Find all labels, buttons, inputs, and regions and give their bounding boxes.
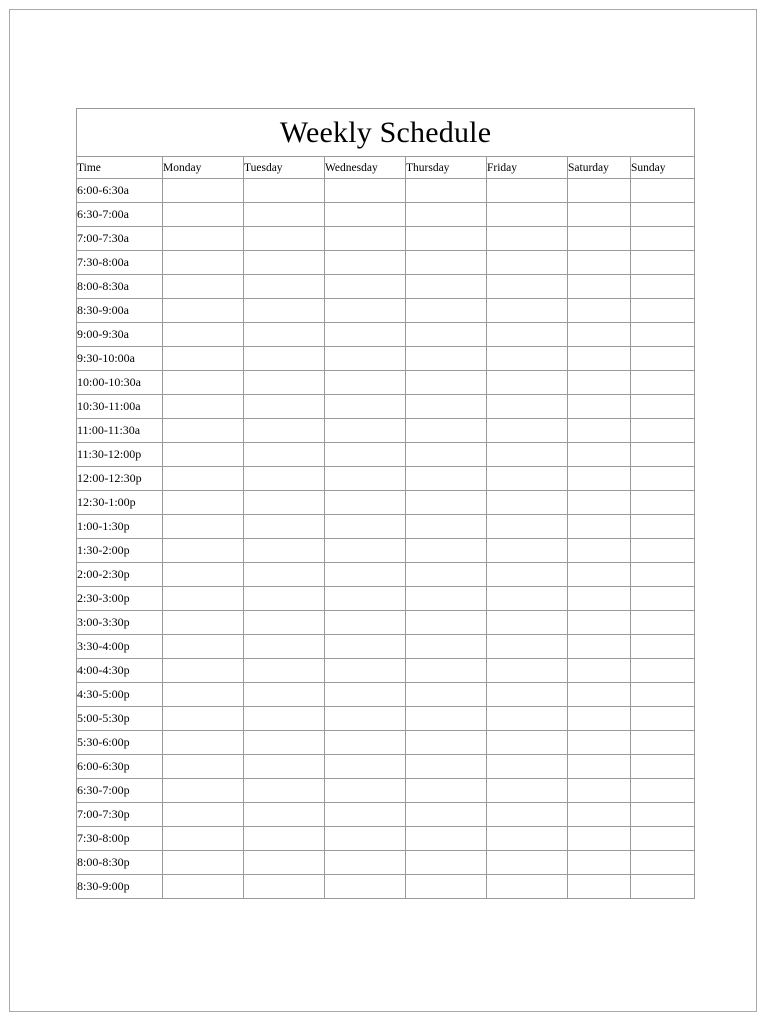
schedule-slot-thursday[interactable] xyxy=(406,251,487,275)
schedule-slot-thursday[interactable] xyxy=(406,203,487,227)
table-row xyxy=(77,371,695,395)
schedule-slot-tuesday[interactable] xyxy=(244,467,325,491)
schedule-slot-monday[interactable] xyxy=(163,299,244,323)
schedule-slot-friday[interactable] xyxy=(487,587,568,611)
schedule-slot-monday[interactable] xyxy=(163,323,244,347)
schedule-slot-friday[interactable] xyxy=(487,827,568,851)
time-slot-label: 2:00-2:30p xyxy=(77,563,163,587)
column-header-sunday: Sunday xyxy=(631,157,695,179)
table-row xyxy=(77,443,695,467)
schedule-slot-sunday[interactable] xyxy=(631,179,695,203)
schedule-slot-friday[interactable] xyxy=(487,611,568,635)
schedule-slot-saturday[interactable] xyxy=(568,755,631,779)
time-slot-label: 4:00-4:30p xyxy=(77,659,163,683)
schedule-slot-monday[interactable] xyxy=(163,347,244,371)
schedule-slot-monday[interactable] xyxy=(163,227,244,251)
schedule-slot-thursday[interactable] xyxy=(406,731,487,755)
table-row xyxy=(77,683,695,707)
schedule-slot-thursday[interactable] xyxy=(406,443,487,467)
time-slot-label: 11:00-11:30a xyxy=(77,419,163,443)
table-row xyxy=(77,563,695,587)
column-header-thursday: Thursday xyxy=(406,157,487,179)
schedule-slot-tuesday[interactable] xyxy=(244,635,325,659)
schedule-slot-wednesday[interactable] xyxy=(325,587,406,611)
table-row xyxy=(77,587,695,611)
schedule-slot-saturday[interactable] xyxy=(568,395,631,419)
table-row xyxy=(77,731,695,755)
schedule-slot-monday[interactable] xyxy=(163,755,244,779)
weekly-schedule-table xyxy=(76,108,695,899)
schedule-slot-tuesday[interactable] xyxy=(244,563,325,587)
schedule-slot-sunday[interactable] xyxy=(631,635,695,659)
schedule-slot-wednesday[interactable] xyxy=(325,755,406,779)
schedule-slot-thursday[interactable] xyxy=(406,563,487,587)
time-slot-label: 12:00-12:30p xyxy=(77,467,163,491)
schedule-slot-tuesday[interactable] xyxy=(244,395,325,419)
schedule-slot-sunday[interactable] xyxy=(631,203,695,227)
table-row xyxy=(77,539,695,563)
schedule-slot-wednesday[interactable] xyxy=(325,707,406,731)
schedule-slot-tuesday[interactable] xyxy=(244,611,325,635)
column-header-tuesday: Tuesday xyxy=(244,157,325,179)
schedule-slot-sunday[interactable] xyxy=(631,419,695,443)
schedule-slot-saturday[interactable] xyxy=(568,779,631,803)
table-row xyxy=(77,323,695,347)
schedule-slot-wednesday[interactable] xyxy=(325,539,406,563)
schedule-slot-saturday[interactable] xyxy=(568,251,631,275)
schedule-slot-sunday[interactable] xyxy=(631,611,695,635)
schedule-slot-thursday[interactable] xyxy=(406,371,487,395)
schedule-slot-thursday[interactable] xyxy=(406,515,487,539)
schedule-slot-sunday[interactable] xyxy=(631,443,695,467)
schedule-slot-sunday[interactable] xyxy=(631,875,695,899)
schedule-slot-saturday[interactable] xyxy=(568,587,631,611)
schedule-slot-thursday[interactable] xyxy=(406,227,487,251)
time-slot-label: 4:30-5:00p xyxy=(77,683,163,707)
schedule-slot-thursday[interactable] xyxy=(406,779,487,803)
schedule-slot-tuesday[interactable] xyxy=(244,419,325,443)
schedule-slot-wednesday[interactable] xyxy=(325,419,406,443)
table-row xyxy=(77,395,695,419)
schedule-slot-saturday[interactable] xyxy=(568,731,631,755)
schedule-slot-wednesday[interactable] xyxy=(325,515,406,539)
page-sheet xyxy=(9,9,757,1012)
schedule-slot-thursday[interactable] xyxy=(406,539,487,563)
schedule-slot-saturday[interactable] xyxy=(568,443,631,467)
schedule-slot-sunday[interactable] xyxy=(631,491,695,515)
schedule-slot-friday[interactable] xyxy=(487,467,568,491)
schedule-slot-wednesday[interactable] xyxy=(325,347,406,371)
table-row xyxy=(77,803,695,827)
schedule-slot-tuesday[interactable] xyxy=(244,299,325,323)
schedule-slot-saturday[interactable] xyxy=(568,635,631,659)
schedule-slot-saturday[interactable] xyxy=(568,851,631,875)
schedule-slot-monday[interactable] xyxy=(163,179,244,203)
schedule-slot-wednesday[interactable] xyxy=(325,203,406,227)
table-row xyxy=(77,227,695,251)
time-slot-label: 7:00-7:30p xyxy=(77,803,163,827)
time-slot-label: 3:00-3:30p xyxy=(77,611,163,635)
schedule-slot-thursday[interactable] xyxy=(406,491,487,515)
document-title: Weekly Schedule xyxy=(77,109,695,157)
table-body xyxy=(77,179,695,899)
schedule-slot-sunday[interactable] xyxy=(631,299,695,323)
column-header-friday: Friday xyxy=(487,157,568,179)
schedule-slot-thursday[interactable] xyxy=(406,827,487,851)
schedule-slot-thursday[interactable] xyxy=(406,419,487,443)
time-slot-label: 11:30-12:00p xyxy=(77,443,163,467)
schedule-slot-wednesday[interactable] xyxy=(325,611,406,635)
schedule-slot-friday[interactable] xyxy=(487,875,568,899)
schedule-slot-thursday[interactable] xyxy=(406,179,487,203)
schedule-slot-monday[interactable] xyxy=(163,443,244,467)
schedule-slot-friday[interactable] xyxy=(487,803,568,827)
schedule-slot-saturday[interactable] xyxy=(568,875,631,899)
schedule-slot-saturday[interactable] xyxy=(568,491,631,515)
schedule-slot-saturday[interactable] xyxy=(568,611,631,635)
schedule-slot-friday[interactable] xyxy=(487,395,568,419)
schedule-slot-friday[interactable] xyxy=(487,251,568,275)
schedule-slot-saturday[interactable] xyxy=(568,539,631,563)
table-row xyxy=(77,755,695,779)
schedule-slot-monday[interactable] xyxy=(163,275,244,299)
schedule-slot-monday[interactable] xyxy=(163,659,244,683)
schedule-slot-tuesday[interactable] xyxy=(244,491,325,515)
column-header-wednesday: Wednesday xyxy=(325,157,406,179)
schedule-slot-friday[interactable] xyxy=(487,539,568,563)
schedule-slot-tuesday[interactable] xyxy=(244,659,325,683)
time-slot-label: 10:00-10:30a xyxy=(77,371,163,395)
schedule-slot-sunday[interactable] xyxy=(631,251,695,275)
schedule-slot-monday[interactable] xyxy=(163,731,244,755)
schedule-slot-tuesday[interactable] xyxy=(244,875,325,899)
schedule-slot-sunday[interactable] xyxy=(631,323,695,347)
time-slot-label: 12:30-1:00p xyxy=(77,491,163,515)
schedule-slot-thursday[interactable] xyxy=(406,707,487,731)
schedule-slot-monday[interactable] xyxy=(163,707,244,731)
schedule-slot-thursday[interactable] xyxy=(406,323,487,347)
schedule-slot-friday[interactable] xyxy=(487,299,568,323)
schedule-slot-friday[interactable] xyxy=(487,275,568,299)
schedule-slot-wednesday[interactable] xyxy=(325,275,406,299)
schedule-slot-saturday[interactable] xyxy=(568,803,631,827)
schedule-slot-wednesday[interactable] xyxy=(325,395,406,419)
schedule-slot-saturday[interactable] xyxy=(568,563,631,587)
schedule-slot-tuesday[interactable] xyxy=(244,803,325,827)
schedule-slot-tuesday[interactable] xyxy=(244,251,325,275)
schedule-slot-friday[interactable] xyxy=(487,779,568,803)
schedule-slot-friday[interactable] xyxy=(487,347,568,371)
schedule-slot-monday[interactable] xyxy=(163,467,244,491)
schedule-slot-saturday[interactable] xyxy=(568,203,631,227)
schedule-slot-wednesday[interactable] xyxy=(325,731,406,755)
schedule-slot-saturday[interactable] xyxy=(568,467,631,491)
schedule-slot-wednesday[interactable] xyxy=(325,467,406,491)
schedule-slot-saturday[interactable] xyxy=(568,347,631,371)
time-slot-label: 9:00-9:30a xyxy=(77,323,163,347)
table-row xyxy=(77,851,695,875)
schedule-slot-tuesday[interactable] xyxy=(244,347,325,371)
schedule-slot-saturday[interactable] xyxy=(568,371,631,395)
schedule-slot-saturday[interactable] xyxy=(568,419,631,443)
schedule-slot-monday[interactable] xyxy=(163,803,244,827)
schedule-slot-thursday[interactable] xyxy=(406,611,487,635)
schedule-slot-thursday[interactable] xyxy=(406,587,487,611)
schedule-slot-wednesday[interactable] xyxy=(325,851,406,875)
schedule-slot-sunday[interactable] xyxy=(631,707,695,731)
schedule-slot-friday[interactable] xyxy=(487,683,568,707)
time-slot-label: 7:30-8:00a xyxy=(77,251,163,275)
table-row xyxy=(77,419,695,443)
schedule-slot-monday[interactable] xyxy=(163,515,244,539)
schedule-slot-saturday[interactable] xyxy=(568,323,631,347)
schedule-slot-monday[interactable] xyxy=(163,203,244,227)
table-row xyxy=(77,467,695,491)
schedule-slot-saturday[interactable] xyxy=(568,827,631,851)
schedule-slot-sunday[interactable] xyxy=(631,731,695,755)
schedule-slot-sunday[interactable] xyxy=(631,515,695,539)
schedule-slot-wednesday[interactable] xyxy=(325,227,406,251)
schedule-slot-tuesday[interactable] xyxy=(244,443,325,467)
table-head xyxy=(77,109,695,179)
table-row xyxy=(77,299,695,323)
time-slot-label: 9:30-10:00a xyxy=(77,347,163,371)
schedule-slot-monday[interactable] xyxy=(163,827,244,851)
schedule-slot-thursday[interactable] xyxy=(406,659,487,683)
schedule-slot-monday[interactable] xyxy=(163,563,244,587)
schedule-slot-sunday[interactable] xyxy=(631,755,695,779)
schedule-slot-wednesday[interactable] xyxy=(325,779,406,803)
schedule-slot-monday[interactable] xyxy=(163,251,244,275)
schedule-slot-monday[interactable] xyxy=(163,587,244,611)
schedule-slot-monday[interactable] xyxy=(163,491,244,515)
table-row xyxy=(77,251,695,275)
schedule-slot-wednesday[interactable] xyxy=(325,491,406,515)
schedule-slot-thursday[interactable] xyxy=(406,395,487,419)
schedule-slot-wednesday[interactable] xyxy=(325,659,406,683)
schedule-slot-monday[interactable] xyxy=(163,395,244,419)
schedule-slot-friday[interactable] xyxy=(487,443,568,467)
schedule-slot-friday[interactable] xyxy=(487,515,568,539)
schedule-slot-wednesday[interactable] xyxy=(325,803,406,827)
schedule-slot-sunday[interactable] xyxy=(631,779,695,803)
table-row xyxy=(77,347,695,371)
time-slot-label: 7:30-8:00p xyxy=(77,827,163,851)
time-slot-label: 6:00-6:30p xyxy=(77,755,163,779)
schedule-slot-saturday[interactable] xyxy=(568,179,631,203)
time-slot-label: 2:30-3:00p xyxy=(77,587,163,611)
schedule-slot-monday[interactable] xyxy=(163,851,244,875)
time-slot-label: 1:30-2:00p xyxy=(77,539,163,563)
schedule-slot-wednesday[interactable] xyxy=(325,323,406,347)
schedule-slot-sunday[interactable] xyxy=(631,827,695,851)
time-slot-label: 8:30-9:00p xyxy=(77,875,163,899)
schedule-slot-sunday[interactable] xyxy=(631,851,695,875)
schedule-slot-tuesday[interactable] xyxy=(244,707,325,731)
time-slot-label: 6:30-7:00a xyxy=(77,203,163,227)
schedule-slot-tuesday[interactable] xyxy=(244,371,325,395)
schedule-slot-thursday[interactable] xyxy=(406,755,487,779)
schedule-slot-friday[interactable] xyxy=(487,707,568,731)
schedule-slot-thursday[interactable] xyxy=(406,875,487,899)
table-row xyxy=(77,275,695,299)
schedule-slot-sunday[interactable] xyxy=(631,563,695,587)
time-slot-label: 7:00-7:30a xyxy=(77,227,163,251)
schedule-slot-monday[interactable] xyxy=(163,683,244,707)
schedule-slot-sunday[interactable] xyxy=(631,227,695,251)
table-row xyxy=(77,515,695,539)
time-slot-label: 5:00-5:30p xyxy=(77,707,163,731)
schedule-slot-friday[interactable] xyxy=(487,563,568,587)
schedule-slot-monday[interactable] xyxy=(163,539,244,563)
schedule-slot-friday[interactable] xyxy=(487,371,568,395)
schedule-slot-friday[interactable] xyxy=(487,731,568,755)
schedule-slot-tuesday[interactable] xyxy=(244,755,325,779)
table-row xyxy=(77,779,695,803)
schedule-slot-saturday[interactable] xyxy=(568,275,631,299)
schedule-slot-friday[interactable] xyxy=(487,179,568,203)
table-row xyxy=(77,635,695,659)
schedule-slot-wednesday[interactable] xyxy=(325,179,406,203)
schedule-slot-sunday[interactable] xyxy=(631,347,695,371)
table-row xyxy=(77,203,695,227)
schedule-slot-tuesday[interactable] xyxy=(244,515,325,539)
schedule-slot-wednesday[interactable] xyxy=(325,563,406,587)
schedule-slot-friday[interactable] xyxy=(487,491,568,515)
schedule-slot-sunday[interactable] xyxy=(631,659,695,683)
schedule-slot-friday[interactable] xyxy=(487,419,568,443)
schedule-slot-monday[interactable] xyxy=(163,611,244,635)
schedule-slot-monday[interactable] xyxy=(163,875,244,899)
table-row xyxy=(77,827,695,851)
time-slot-label: 8:00-8:30a xyxy=(77,275,163,299)
column-header-row xyxy=(77,157,695,179)
time-slot-label: 5:30-6:00p xyxy=(77,731,163,755)
schedule-slot-sunday[interactable] xyxy=(631,587,695,611)
schedule-slot-friday[interactable] xyxy=(487,635,568,659)
schedule-slot-tuesday[interactable] xyxy=(244,587,325,611)
schedule-slot-wednesday[interactable] xyxy=(325,371,406,395)
schedule-slot-wednesday[interactable] xyxy=(325,299,406,323)
schedule-slot-tuesday[interactable] xyxy=(244,179,325,203)
schedule-slot-sunday[interactable] xyxy=(631,803,695,827)
schedule-slot-saturday[interactable] xyxy=(568,683,631,707)
schedule-slot-wednesday[interactable] xyxy=(325,683,406,707)
schedule-slot-thursday[interactable] xyxy=(406,635,487,659)
schedule-slot-tuesday[interactable] xyxy=(244,275,325,299)
schedule-slot-tuesday[interactable] xyxy=(244,203,325,227)
schedule-slot-thursday[interactable] xyxy=(406,275,487,299)
time-slot-label: 3:30-4:00p xyxy=(77,635,163,659)
schedule-slot-tuesday[interactable] xyxy=(244,827,325,851)
table-row xyxy=(77,179,695,203)
table-row xyxy=(77,707,695,731)
schedule-slot-thursday[interactable] xyxy=(406,851,487,875)
schedule-slot-tuesday[interactable] xyxy=(244,227,325,251)
schedule-table-container xyxy=(76,108,694,899)
schedule-slot-wednesday[interactable] xyxy=(325,251,406,275)
schedule-slot-wednesday[interactable] xyxy=(325,875,406,899)
schedule-slot-tuesday[interactable] xyxy=(244,539,325,563)
schedule-slot-tuesday[interactable] xyxy=(244,683,325,707)
time-slot-label: 10:30-11:00a xyxy=(77,395,163,419)
schedule-slot-saturday[interactable] xyxy=(568,299,631,323)
title-row xyxy=(77,109,695,157)
table-row xyxy=(77,491,695,515)
table-row xyxy=(77,875,695,899)
schedule-slot-monday[interactable] xyxy=(163,371,244,395)
schedule-slot-tuesday[interactable] xyxy=(244,851,325,875)
schedule-slot-sunday[interactable] xyxy=(631,371,695,395)
schedule-slot-thursday[interactable] xyxy=(406,467,487,491)
schedule-slot-tuesday[interactable] xyxy=(244,779,325,803)
table-row xyxy=(77,611,695,635)
schedule-slot-thursday[interactable] xyxy=(406,299,487,323)
time-slot-label: 1:00-1:30p xyxy=(77,515,163,539)
time-slot-label: 6:00-6:30a xyxy=(77,179,163,203)
schedule-slot-tuesday[interactable] xyxy=(244,731,325,755)
column-header-monday: Monday xyxy=(163,157,244,179)
table-row xyxy=(77,659,695,683)
schedule-slot-sunday[interactable] xyxy=(631,683,695,707)
schedule-slot-friday[interactable] xyxy=(487,323,568,347)
schedule-slot-monday[interactable] xyxy=(163,419,244,443)
time-slot-label: 8:00-8:30p xyxy=(77,851,163,875)
schedule-slot-saturday[interactable] xyxy=(568,515,631,539)
schedule-slot-sunday[interactable] xyxy=(631,467,695,491)
schedule-slot-monday[interactable] xyxy=(163,779,244,803)
schedule-slot-thursday[interactable] xyxy=(406,347,487,371)
schedule-slot-sunday[interactable] xyxy=(631,275,695,299)
schedule-slot-friday[interactable] xyxy=(487,755,568,779)
schedule-slot-friday[interactable] xyxy=(487,659,568,683)
schedule-slot-thursday[interactable] xyxy=(406,803,487,827)
schedule-slot-sunday[interactable] xyxy=(631,395,695,419)
schedule-slot-saturday[interactable] xyxy=(568,227,631,251)
schedule-slot-wednesday[interactable] xyxy=(325,443,406,467)
schedule-slot-friday[interactable] xyxy=(487,203,568,227)
column-header-saturday: Saturday xyxy=(568,157,631,179)
schedule-slot-monday[interactable] xyxy=(163,635,244,659)
schedule-slot-friday[interactable] xyxy=(487,851,568,875)
schedule-slot-sunday[interactable] xyxy=(631,539,695,563)
schedule-slot-tuesday[interactable] xyxy=(244,323,325,347)
schedule-slot-thursday[interactable] xyxy=(406,683,487,707)
schedule-slot-wednesday[interactable] xyxy=(325,635,406,659)
schedule-slot-wednesday[interactable] xyxy=(325,827,406,851)
column-header-time: Time xyxy=(77,157,163,179)
time-slot-label: 6:30-7:00p xyxy=(77,779,163,803)
schedule-slot-saturday[interactable] xyxy=(568,659,631,683)
time-slot-label: 8:30-9:00a xyxy=(77,299,163,323)
schedule-slot-saturday[interactable] xyxy=(568,707,631,731)
schedule-slot-friday[interactable] xyxy=(487,227,568,251)
